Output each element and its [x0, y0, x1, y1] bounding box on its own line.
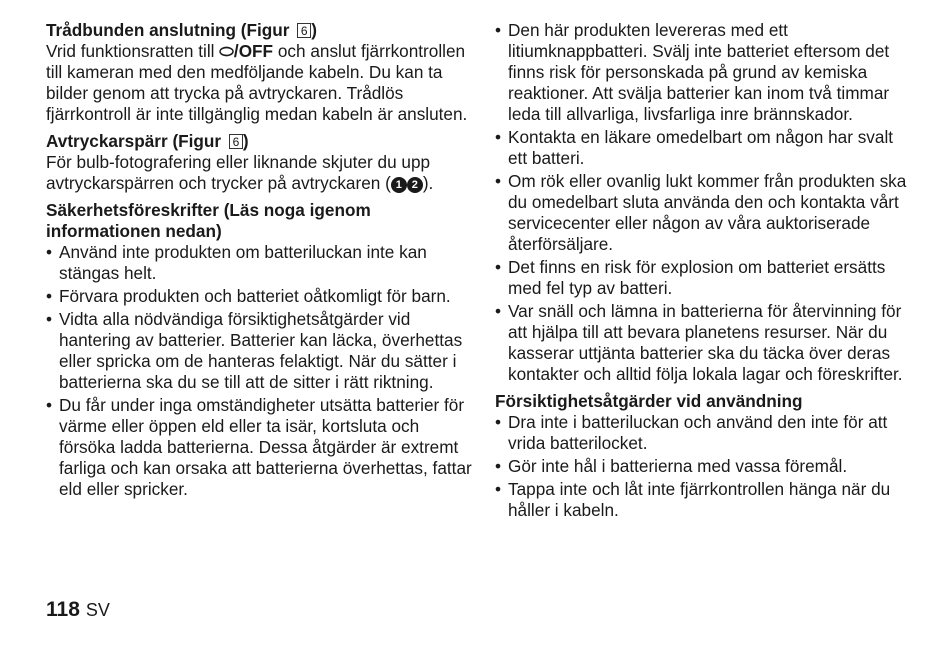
figure-ref-box: 6: [297, 23, 311, 38]
list-item: • Om rök eller ovanlig lukt kommer från produkten ska du omedelbart sluta använda den och kontakta vårt servicecenter eller någon av våra auktoriserade återförsäljare.: [495, 171, 913, 255]
battery-warnings-list: [495, 20, 913, 385]
shutter-lock-end: ).: [422, 173, 434, 193]
page-footer: [46, 598, 110, 622]
list-item: • Du får under inga omständigheter utsätta batterier för värme eller öppen eld eller ta isär, kortsluta och försöka ladda batterierna. Dessa åtgärder är extremt farliga och kan orsaka att batterierna överhettas, fattar eld eller spricker.: [46, 395, 476, 500]
usage-list: [495, 412, 913, 521]
usage-heading: Försiktighetsåtgärder vid användning: [495, 391, 803, 411]
list-item: • Tappa inte och låt inte fjärrkontrollen hänga när du håller i kabeln.: [495, 479, 913, 521]
step-1-icon: 1: [391, 177, 407, 193]
figure-ref-box: 6: [229, 134, 243, 149]
list-item: • Kontakta en läkare omedelbart om någon har svalt ett batteri.: [495, 127, 913, 169]
shutter-lock-section: [46, 131, 476, 194]
mode-off-label: ⬭/OFF: [219, 41, 274, 61]
list-item: • Använd inte produkten om batteriluckan inte kan stängas helt.: [46, 242, 476, 284]
shutter-lock-body: För bulb-fotografering eller liknande skjuter du upp avtryckarspärren och trycker på avtryckaren (: [46, 152, 431, 193]
list-item: • Vidta alla nödvändiga försiktighetsåtgärder vid hantering av batterier. Batterier kan läcka, överhettas eller spricka om de hanteras felaktigt. När du sätter i batterierna ska du se till att de sitter i rätt riktning.: [46, 309, 476, 393]
wired-text-after: och anslut fjärrkontrollen till kameran med den medföljande kabeln. Du kan ta bilder genom att trycka på avtryckaren. Trådlös fjärrkontroll är inte tillgänglig medan kabeln är ansluten.: [46, 41, 468, 124]
list-item: • Dra inte i batteriluckan och använd den inte för att vrida batterilocket.: [495, 412, 913, 454]
step-2-icon: 2: [407, 177, 423, 193]
list-item: • Var snäll och lämna in batterierna för återvinning för att hjälpa till att bevara planetens resurser. När du kasserar uttjänta batterier ska du täcka över deras kontakter och alltid följa lokala lagar och föreskrifter.: [495, 301, 913, 385]
list-item: • Gör inte hål i batterierna med vassa föremål.: [495, 456, 913, 477]
safety-heading: Säkerhetsföreskrifter (Läs noga igenom informationen nedan): [46, 200, 371, 241]
wired-connection-title: Trådbunden anslutning (Figur: [46, 20, 290, 40]
left-column: [46, 20, 476, 506]
safety-list: [46, 242, 476, 500]
shutter-lock-text: [46, 152, 476, 194]
usage-section: [495, 391, 913, 521]
safety-section: [46, 200, 476, 500]
wired-connection-heading: Trådbunden anslutning (Figur 6 ): [46, 20, 317, 40]
list-item: • Den här produkten levereras med ett litiumknappbatteri. Svälj inte batteriet eftersom det finns risk för personskada på grund av kemiska reaktioner. Att svälja batterier kan inom två timmar leda till allvarliga, livsfarliga inre brännskador.: [495, 20, 913, 125]
right-column: [495, 20, 913, 527]
shutter-lock-heading: Avtryckarspärr (Figur 6 ): [46, 131, 249, 151]
language-code: SV: [85, 600, 110, 620]
shutter-lock-title: Avtryckarspärr (Figur: [46, 131, 222, 151]
page-number: 118: [46, 598, 80, 621]
wired-text-before: Vrid funktionsratten till: [46, 41, 220, 61]
wired-connection-text: [46, 41, 476, 125]
list-item: • Det finns en risk för explosion om batteriet ersätts med fel typ av batteri.: [495, 257, 913, 299]
wired-connection-section: [46, 20, 476, 125]
list-item: • Förvara produkten och batteriet oåtkomligt för barn.: [46, 286, 476, 307]
